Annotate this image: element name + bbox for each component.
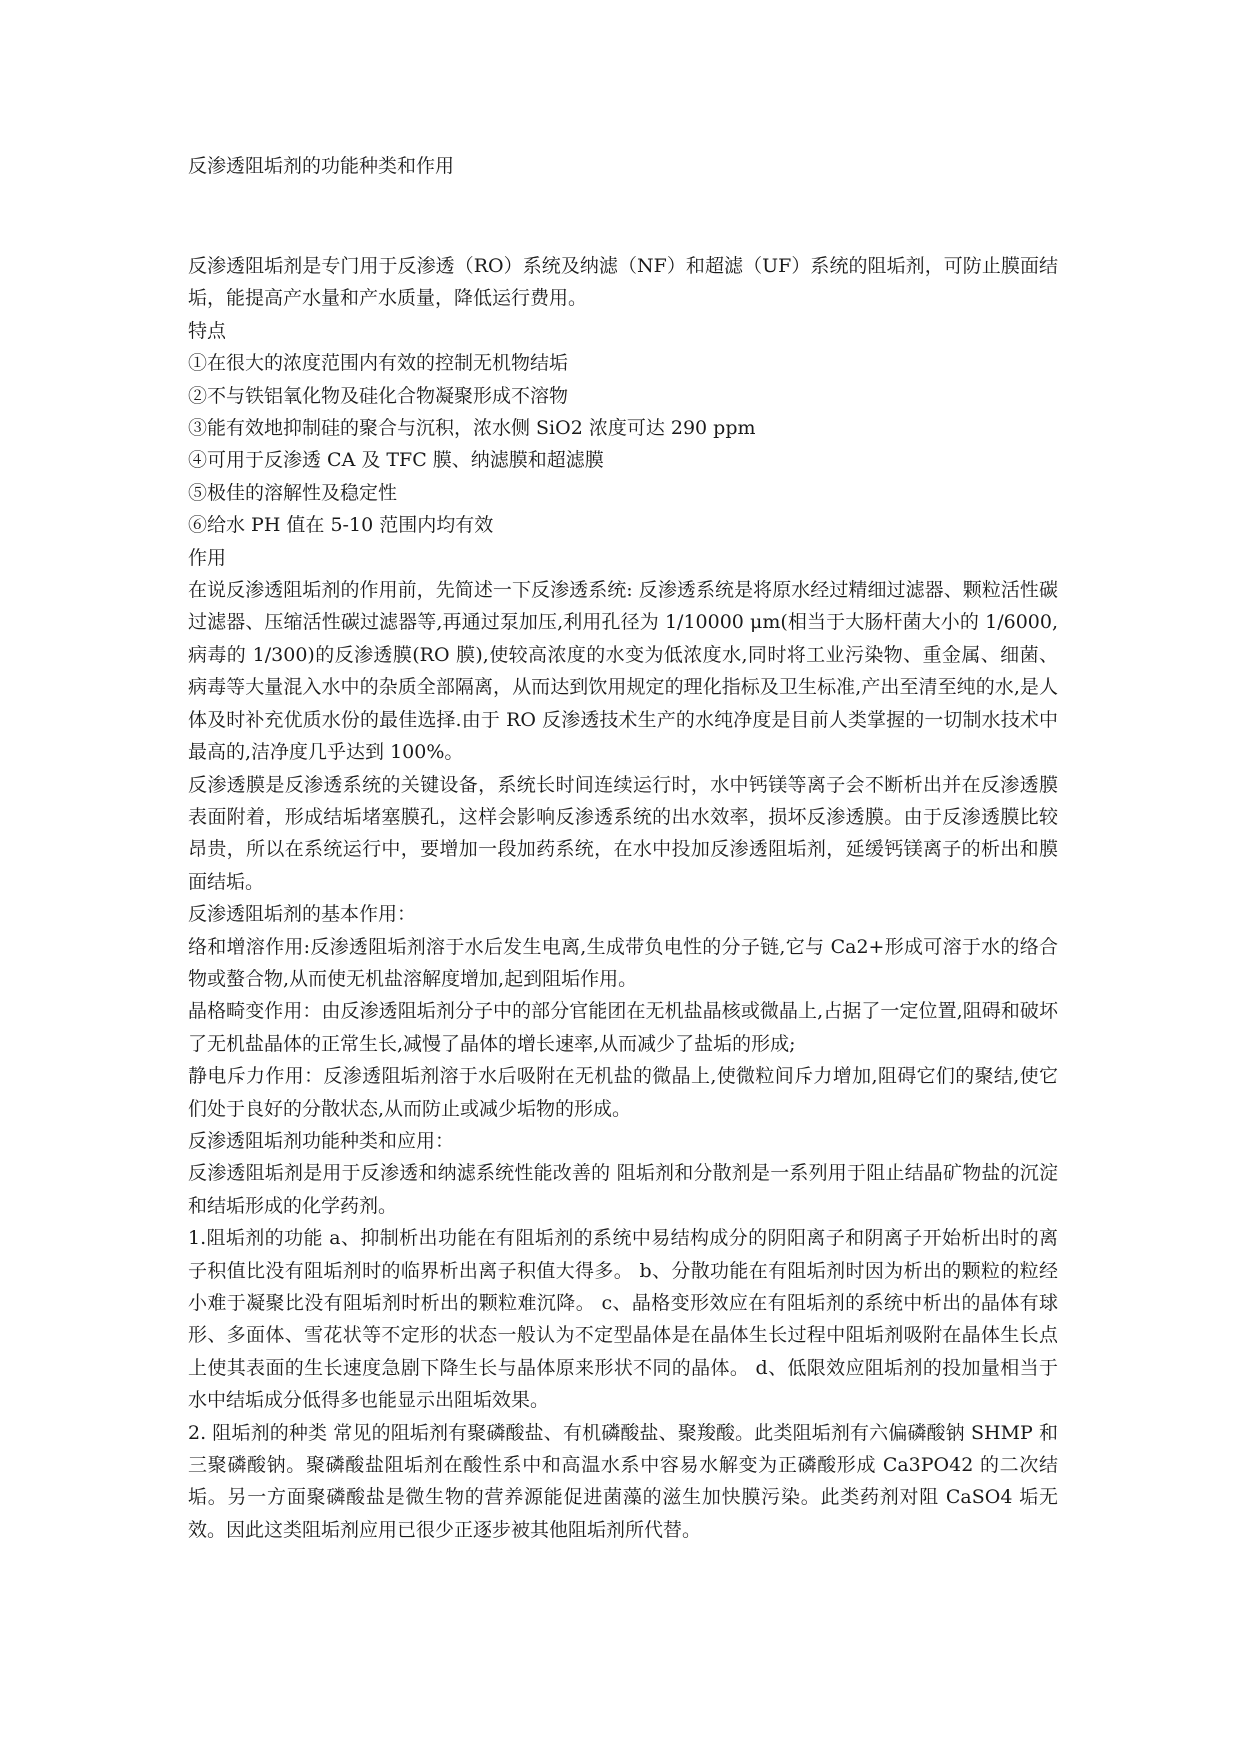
feature-item: ③能有效地抑制硅的聚合与沉积，浓水侧 SiO2 浓度可达 290 ppm <box>188 417 756 440</box>
feature-item: ⑥给水 PH 值在 5-10 范围内均有效 <box>188 514 494 537</box>
feature-item: ⑤极佳的溶解性及稳定性 <box>188 481 398 504</box>
types-intro-paragraph: 反渗透阻垢剂是用于反渗透和纳滤系统性能改善的 阻垢剂和分散剂是一系列用于阻止结晶矿物盐的沉淀和结垢形成的化学药剂。 <box>188 1162 1058 1217</box>
document-body <box>188 250 1058 1546</box>
feature-item: ②不与铁铝氧化物及硅化合物凝聚形成不溶物 <box>188 384 569 407</box>
ro-system-paragraph: 在说反渗透阻垢剂的作用前，先简述一下反渗透系统: 反渗透系统是将原水经过精细过滤器、颗粒活性碳过滤器、压缩活性碳过滤器等,再通过泵加压,利用孔径为 1/10000 μm(相当于大肠杆菌大小的 1/6000,病毒的 1/300)的反渗透膜(RO 膜),使较高浓度的水变为低浓度水,同时将工业污染物、重金属、细菌、病毒等大量混入水中的杂质全部隔离，从而达到饮用规定的理化指标及卫生标准,产出至清至纯的水,是人体及时补充优质水份的最佳选择.由于 RO 反渗透技术生产的水纯净度是目前人类掌握的一切制水技术中最高的,洁净度几乎达到 100%。 <box>188 579 1058 764</box>
scale-inhibitor-types-paragraph: 2. 阻垢剂的种类 常见的阻垢剂有聚磷酸盐、有机磷酸盐、聚羧酸。此类阻垢剂有六偏磷酸钠 SHMP 和三聚磷酸钠。聚磷酸盐阻垢剂在酸性系中和高温水系中容易水解变为正磷酸形成 Ca3PO42 的二次结垢。另一方面聚磷酸盐是微生物的营养源能促进菌藻的滋生加快膜污染。此类药剂对阻 CaSO4 垢无效。因此这类阻垢剂应用已很少正逐步被其他阻垢剂所代替。 <box>188 1421 1058 1541</box>
ro-membrane-paragraph: 反渗透膜是反渗透系统的关键设备，系统长时间连续运行时，水中钙镁等离子会不断析出并在反渗透膜表面附着，形成结垢堵塞膜孔，这样会影响反渗透系统的出水效率，损坏反渗透膜。由于反渗透膜比较昂贵，所以在系统运行中，要增加一段加药系统，在水中投加反渗透阻垢剂，延缓钙镁离子的析出和膜面结垢。 <box>188 773 1058 893</box>
section-heading-function: 作用 <box>188 546 227 569</box>
electrostatic-repulsion-paragraph: 静电斥力作用：反渗透阻垢剂溶于水后吸附在无机盐的微晶上,使微粒间斥力增加,阻碍它们的聚结,使它们处于良好的分散状态,从而防止或减少垢物的形成。 <box>188 1065 1058 1120</box>
section-heading-basic-function: 反渗透阻垢剂的基本作用： <box>188 903 417 926</box>
document-title: 反渗透阻垢剂的功能种类和作用 <box>188 155 455 177</box>
feature-item: ④可用于反渗透 CA 及 TFC 膜、纳滤膜和超滤膜 <box>188 449 604 472</box>
lattice-distortion-paragraph: 晶格畸变作用：由反渗透阻垢剂分子中的部分官能团在无机盐晶核或微晶上,占据了一定位置,阻碍和破坏了无机盐晶体的正常生长,减慢了晶体的增长速率,从而减少了盐垢的形成; <box>188 1000 1058 1055</box>
feature-item: ①在很大的浓度范围内有效的控制无机物结垢 <box>188 352 569 375</box>
section-heading-types-application: 反渗透阻垢剂功能种类和应用： <box>188 1129 455 1152</box>
intro-paragraph: 反渗透阻垢剂是专门用于反渗透（RO）系统及纳滤（NF）和超滤（UF）系统的阻垢剂，可防止膜面结垢，能提高产水量和产水质量，降低运行费用。 <box>188 255 1058 310</box>
page-content <box>188 0 1058 1754</box>
scale-inhibitor-function-paragraph: 1.阻垢剂的功能 a、抑制析出功能在有阻垢剂的系统中易结构成分的阴阳离子和阴离子开始析出时的离子积值比没有阻垢剂时的临界析出离子积值大得多。 b、分散功能在有阻垢剂时因为析出的颗粒的粒经小难于凝聚比没有阻垢剂时析出的颗粒难沉降。 c、晶格变形效应在有阻垢剂的系统中析出的晶体有球形、多面体、雪花状等不定形的状态一般认为不定型晶体是在晶体生长过程中阻垢剂吸附在晶体生长点上使其表面的生长速度急剧下降生长与晶体原来形状不同的晶体。 d、低限效应阻垢剂的投加量相当于水中结垢成分低得多也能显示出阻垢效果。 <box>188 1227 1058 1412</box>
section-heading-features: 特点 <box>188 319 227 342</box>
chelation-paragraph: 络和增溶作用:反渗透阻垢剂溶于水后发生电离,生成带负电性的分子链,它与 Ca2+形成可溶于水的络合物或螯合物,从而使无机盐溶解度增加,起到阻垢作用。 <box>188 935 1058 990</box>
